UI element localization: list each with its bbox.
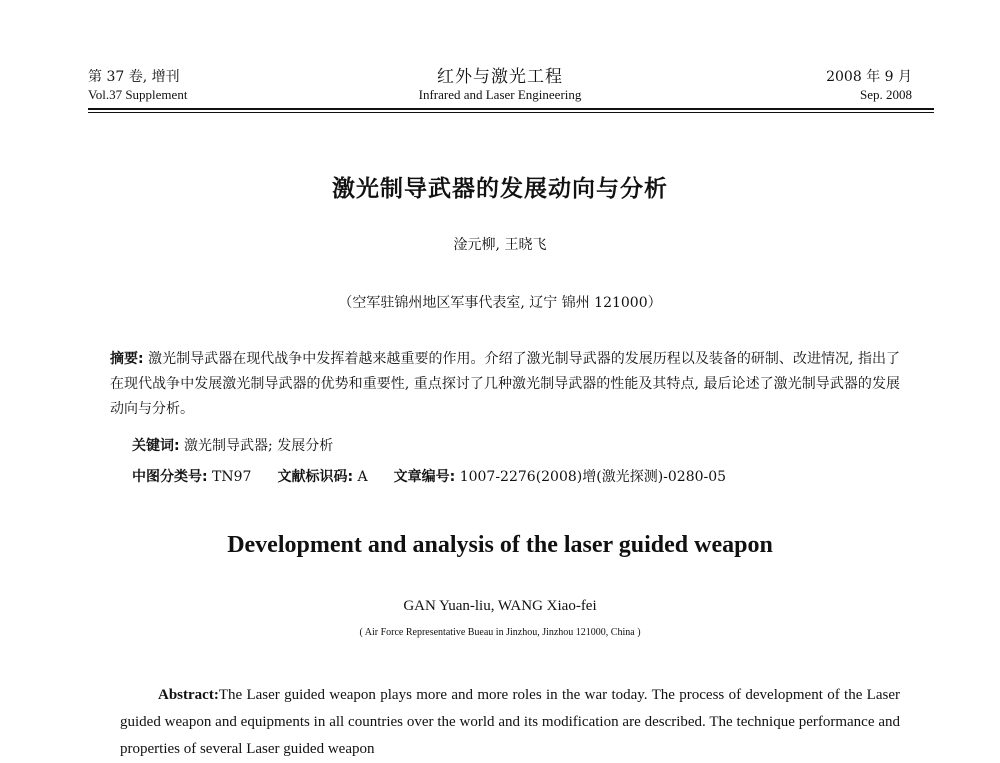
header-rule-thick <box>88 108 934 110</box>
header-date-zh: 2008 年 9 月 <box>826 69 912 85</box>
abstract-en-text: The Laser guided weapon plays more and more roles in the war today. The process of development of the Laser guided weapon and equipments in all countries over the world and its modification are described. The technique performance and properties of several Laser guided weapon <box>120 687 900 757</box>
header-journal-zh: 红外与激光工程 <box>437 67 563 87</box>
abstract-en-label: Abstract: <box>158 687 219 703</box>
paper-title-en: Development and analysis of the laser guided weapon <box>227 532 773 558</box>
header-journal-en: Infrared and Laser Engineering <box>418 87 582 102</box>
abstract-zh-text: 激光制导武器在现代战争中发挥着越来越重要的作用。介绍了激光制导武器的发展历程以及装备的研制、改进情况, 指出了在现代战争中发展激光制导武器的优势和重要性, 重点探讨了几种激光制导武器的性能及其特点, 最后论述了激光制导武器的发展动向与分析。 <box>110 351 900 417</box>
keywords-label: 关键词: <box>132 438 180 454</box>
abstract-en <box>120 682 900 763</box>
abstract-zh <box>110 347 900 422</box>
article-number-label: 文章编号: <box>393 469 456 485</box>
header-volume-en: Vol.37 Supplement <box>88 87 188 102</box>
header-date-en: Sep. 2008 <box>860 87 912 102</box>
header-rule-thin <box>88 112 934 113</box>
article-number-value: 1007-2276(2008)增(激光探测)-0280-05 <box>455 469 727 485</box>
header-volume-zh: 第 37 卷, 增刊 <box>88 69 180 85</box>
keywords <box>132 435 333 455</box>
clc-label: 中图分类号: <box>132 469 208 485</box>
doc-code-value: A <box>353 469 368 485</box>
affiliation-en: ( Air Force Representative Bueau in Jinzhou, Jinzhou 121000, China ) <box>359 627 641 638</box>
keywords-text: 激光制导武器; 发展分析 <box>179 438 334 454</box>
clc-value: TN97 <box>207 469 252 485</box>
authors-zh: 淦元柳, 王晓飞 <box>453 237 547 253</box>
header-date <box>826 68 912 104</box>
affiliation-zh: （空军驻锦州地区军事代表室, 辽宁 锦州 121000） <box>338 295 662 311</box>
doc-code-label: 文献标识码: <box>277 469 354 485</box>
paper-title-zh: 激光制导武器的发展动向与分析 <box>332 176 668 202</box>
abstract-zh-label: 摘要: <box>110 351 144 367</box>
authors-en: GAN Yuan-liu, WANG Xiao-fei <box>403 598 597 614</box>
classification-line <box>132 466 726 486</box>
